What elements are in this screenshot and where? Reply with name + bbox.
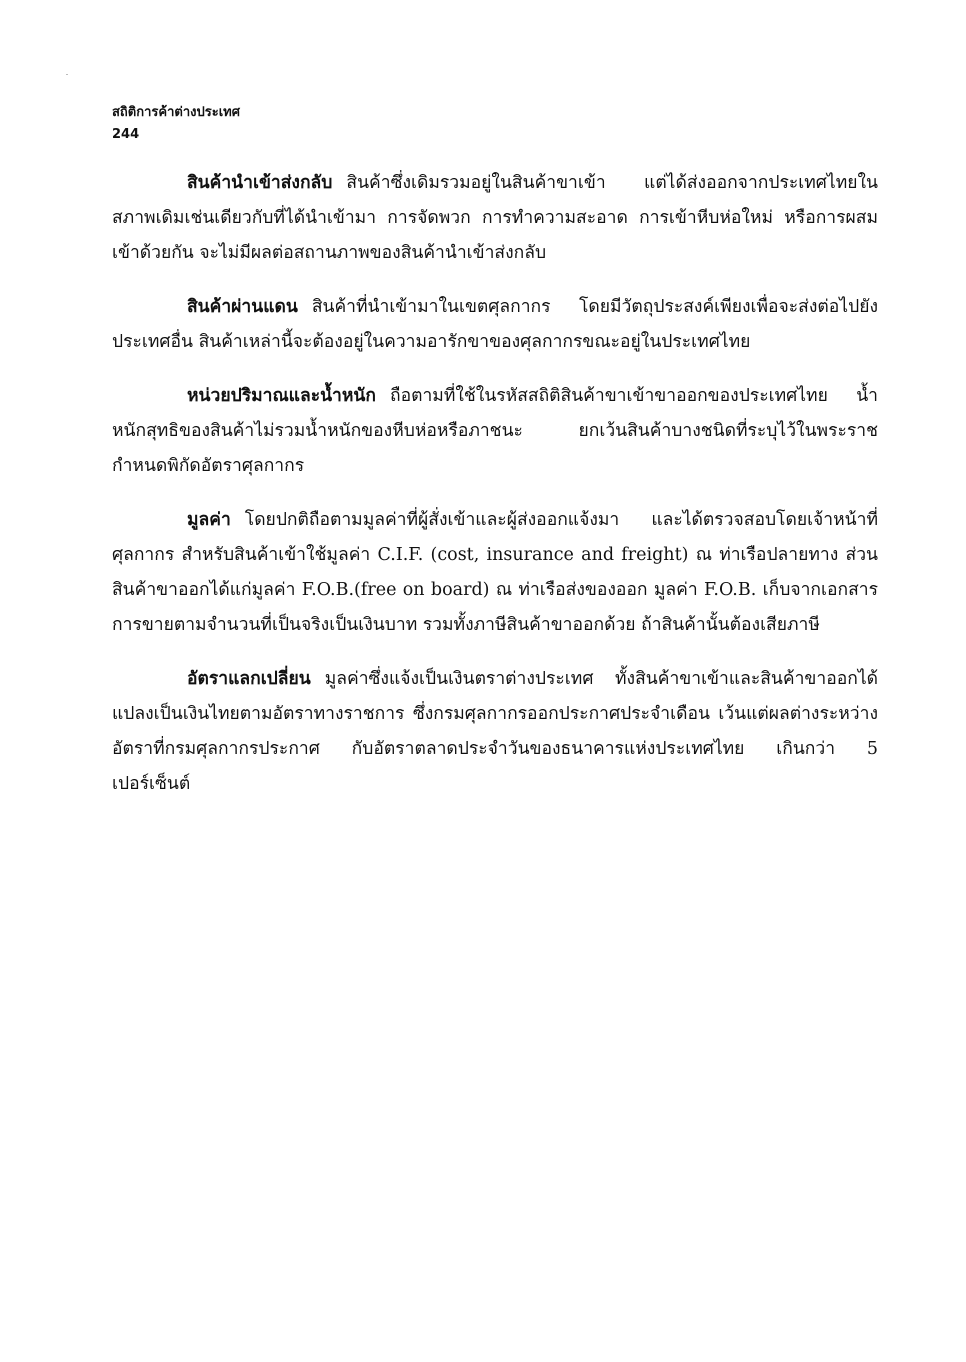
body-text bbox=[112, 166, 878, 821]
header-title: สถิติการค้าต่างประเทศ bbox=[112, 105, 240, 120]
term-reimports: สินค้านำเข้าส่งกลับ bbox=[187, 173, 333, 193]
term-transit-goods: สินค้าผ่านแดน bbox=[187, 297, 298, 317]
paragraph-transit-goods bbox=[112, 290, 878, 360]
term-quantity-weight: หน่วยปริมาณและน้ำหนัก bbox=[187, 386, 376, 406]
paragraph-quantity-weight bbox=[112, 379, 878, 484]
definition-transit-goods: สินค้าที่นำเข้ามาในเขตศุลกากร โดยมีวัตถุประสงค์เพียงเพื่อจะส่งต่อไปยังประเทศอื่น สินค้าเหล่านี้จะต้องอยู่ในความอารักขาของศุลกากรขณะอยู่ในประเทศไทย bbox=[112, 297, 878, 352]
paragraph-value bbox=[112, 503, 878, 643]
definition-value: โดยปกติถือตามมูลค่าที่ผู้สั่งเข้าและผู้ส่งออกแจ้งมา และได้ตรวจสอบโดยเจ้าหน้าที่ศุลกากร สำหรับสินค้าเข้าใช้มูลค่า C.I.F. (cost, insurance and freight) ณ ท่าเรือปลายทาง ส่วนสินค้าขาออกได้แก่มูลค่า F.O.B.(free on board) ณ ท่าเรือส่งของออก มูลค่า F.O.B. เก็บจากเอกสารการขายตามจำนวนที่เป็นจริงเป็นเงินบาท รวมทั้งภาษีสินค้าขาออกด้วย ถ้าสินค้านั้นต้องเสียภาษี bbox=[112, 510, 878, 635]
definition-quantity-weight: ถือตามที่ใช้ในรหัสสถิติสินค้าขาเข้าขาออกของประเทศไทย น้ำหนักสุทธิของสินค้าไม่รวมน้ำหนักของหีบห่อหรือภาชนะ ยกเว้นสินค้าบางชนิดที่ระบุไว้ในพระราชกำหนดพิกัดอัตราศุลกากร bbox=[112, 386, 878, 476]
definition-reimports: สินค้าซึ่งเดิมรวมอยู่ในสินค้าขาเข้า แต่ได้ส่งออกจากประเทศไทยในสภาพเดิมเช่นเดียวกับที่ได้นำเข้ามา การจัดพวก การทำความสะอาด การเข้าหีบห่อใหม่ หรือการผสมเข้าด้วยกัน จะไม่มีผลต่อสถานภาพของสินค้านำเข้าส่งกลับ bbox=[112, 173, 878, 263]
paragraph-exchange-rate bbox=[112, 662, 878, 802]
term-exchange-rate: อัตราแลกเปลี่ยน bbox=[187, 669, 311, 689]
term-value: มูลค่า bbox=[187, 510, 231, 530]
scan-speck bbox=[66, 74, 68, 75]
running-header bbox=[112, 102, 240, 146]
paragraph-reimports bbox=[112, 166, 878, 271]
definition-exchange-rate: มูลค่าซึ่งแจ้งเป็นเงินตราต่างประเทศ ทั้งสินค้าขาเข้าและสินค้าขาออกได้แปลงเป็นเงินไทยตามอัตราทางราชการ ซึ่งกรมศุลกากรออกประกาศประจำเดือน เว้นแต่ผลต่างระหว่างอัตราที่กรมศุลกากรประกาศ กับอัตราตลาดประจำวันของธนาคารแห่งประเทศไทย เกินกว่า 5 เปอร์เซ็นต์ bbox=[112, 669, 878, 794]
page-number: 244 bbox=[112, 127, 140, 142]
